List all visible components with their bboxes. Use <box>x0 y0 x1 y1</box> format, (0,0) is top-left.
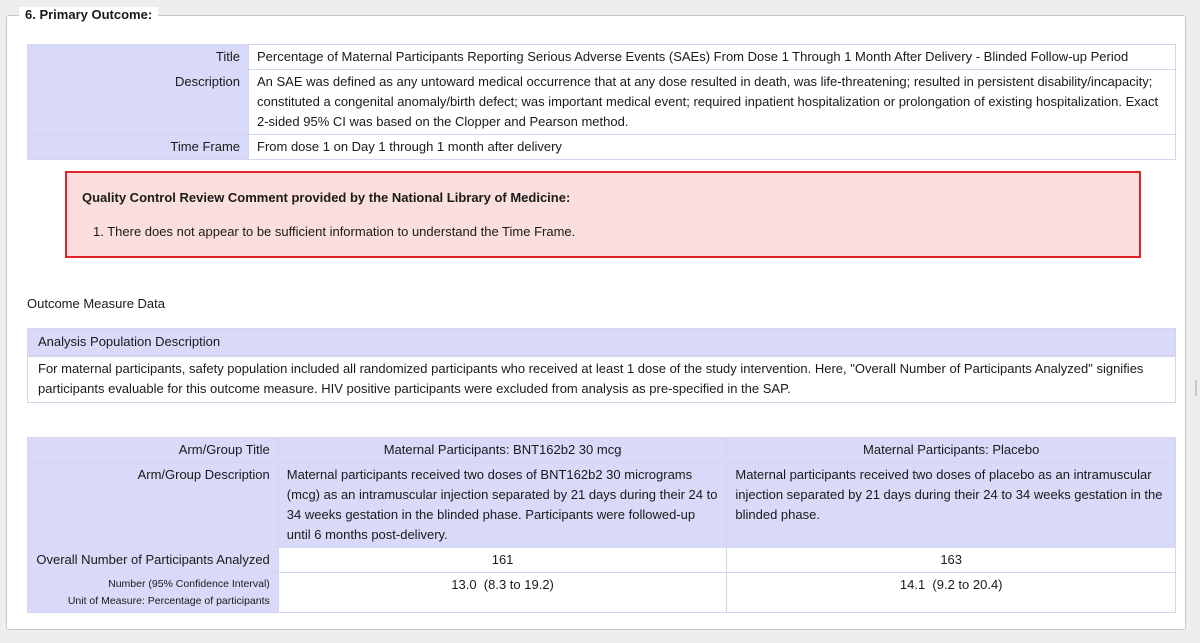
primary-outcome-section <box>6 7 1186 630</box>
arm-title-row <box>28 438 1176 463</box>
number-label: Number (95% Confidence Interval) <box>108 578 270 590</box>
arm-group-table <box>27 437 1176 613</box>
qc-review-comment <box>65 171 1141 258</box>
arm-description-placebo: Maternal participants received two doses of placebo as an intramuscular injection separated by 21 days during their 24 to 34 weeks gestation in the blinded phase. <box>727 463 1176 548</box>
outcome-title: Percentage of Maternal Participants Reporting Serious Adverse Events (SAEs) From Dose 1 Through 1 Month After Delivery - Blinded Follow-up Period <box>249 45 1176 70</box>
outcome-measure-data-label: Outcome Measure Data <box>27 296 166 311</box>
analysis-population-text: For maternal participants, safety population included all randomized participants who received at least 1 dose of the study intervention. Here, "Overall Number of Participants Analyzed" signifies participants evaluable for this outcome measure. HIV positive participants were excluded from analysis as pre-specified in the SAP. <box>27 356 1176 403</box>
section-legend: 6. Primary Outcome: <box>19 7 158 22</box>
analyzed-row <box>28 548 1176 573</box>
analysis-population-header: Analysis Population Description <box>27 328 1176 356</box>
qc-title: Quality Control Review Comment provided by the National Library of Medicine: <box>82 190 571 205</box>
measure-label-cell <box>28 573 279 613</box>
scrollbar-mark[interactable] <box>1195 380 1197 396</box>
analyzed-bnt: 161 <box>278 548 727 573</box>
arm-description-label: Arm/Group Description <box>28 463 279 548</box>
title-label: Title <box>28 45 249 70</box>
value-placebo: 14.1 (9.2 to 20.4) <box>727 573 1176 613</box>
title-row <box>28 45 1176 70</box>
arm-description-row <box>28 463 1176 548</box>
arm-title-label: Arm/Group Title <box>28 438 279 463</box>
arm-title-placebo: Maternal Participants: Placebo <box>727 438 1176 463</box>
description-row <box>28 70 1176 135</box>
analyzed-placebo: 163 <box>727 548 1176 573</box>
qc-item: 1. There does not appear to be sufficient information to understand the Time Frame. <box>93 224 576 239</box>
arm-description-bnt: Maternal participants received two doses of BNT162b2 30 micrograms (mcg) as an intramuscular injection separated by 21 days during their 24 to 34 weeks gestation in the blinded phase. Participants were followed-up until 6 months post-delivery. <box>278 463 727 548</box>
timeframe-label: Time Frame <box>28 135 249 160</box>
timeframe-row <box>28 135 1176 160</box>
value-bnt: 13.0 (8.3 to 19.2) <box>278 573 727 613</box>
measure-value-row <box>28 573 1176 613</box>
unit-label: Unit of Measure: Percentage of participants <box>67 595 270 607</box>
outcome-details-table <box>27 44 1176 160</box>
description-label: Description <box>28 70 249 135</box>
outcome-timeframe: From dose 1 on Day 1 through 1 month after delivery <box>249 135 1176 160</box>
analysis-population-block <box>27 328 1176 403</box>
analyzed-label: Overall Number of Participants Analyzed <box>28 548 279 573</box>
outcome-description: An SAE was defined as any untoward medical occurrence that at any dose resulted in death, was life-threatening; resulted in persistent disability/incapacity; constituted a congenital anomaly/birth defect; was important medical event; required inpatient hospitalization or prolongation of existing hospitalization. Exact 2-sided 95% CI was based on the Clopper and Pearson method. <box>249 70 1176 135</box>
arm-title-bnt: Maternal Participants: BNT162b2 30 mcg <box>278 438 727 463</box>
